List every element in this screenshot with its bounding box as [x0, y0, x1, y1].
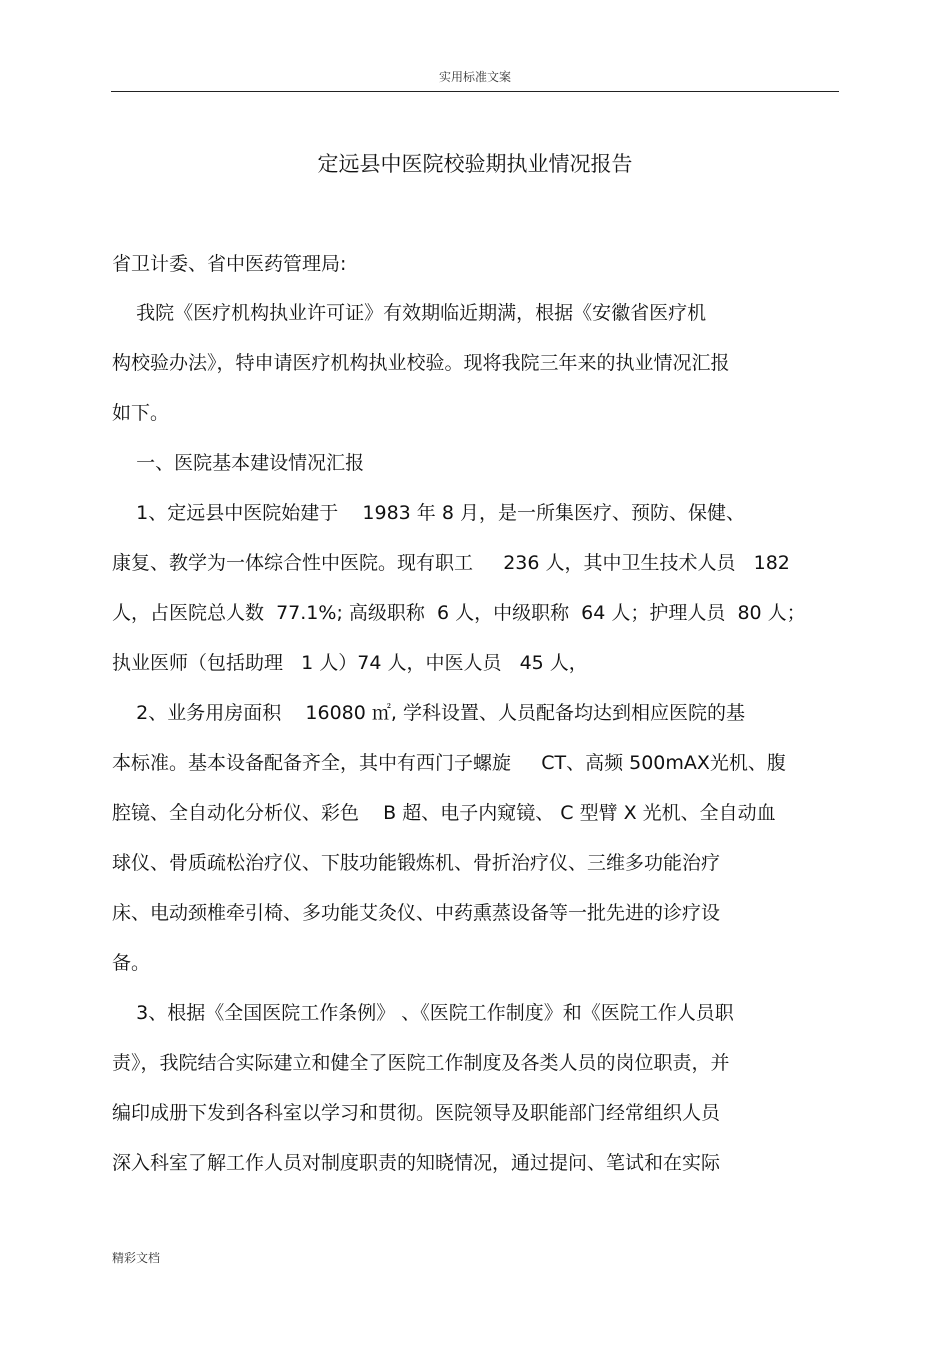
salutation-line: 省卫计委、省中医药管理局: — [112, 253, 347, 275]
body-line: 编印成册下发到各科室以学习和贯彻。医院领导及职能部门经常组织人员 — [112, 1102, 721, 1124]
body-line: 2、业务用房面积 16080 ㎡, 学科设置、人员配备均达到相应医院的基 — [112, 702, 745, 724]
body-line: 康复、教学为一体综合性中医院。现有职工 236 人，其中卫生技术人员 182 — [112, 552, 790, 574]
header-divider — [111, 91, 839, 92]
body-line: 3、根据《全国医院工作条例》 、《医院工作制度》和《医院工作人员职 — [112, 1002, 734, 1024]
body-line: 人，占医院总人数 77.1%; 高级职称 6 人，中级职称 64 人；护理人员 80 人； — [112, 602, 806, 624]
body-line: 执业医师（包括助理 1 人）74 人，中医人员 45 人， — [112, 652, 588, 674]
body-line: 我院《医疗机构执业许可证》有效期临近期满，根据《安徽省医疗机 — [112, 302, 707, 324]
section-heading: 一、医院基本建设情况汇报 — [112, 452, 365, 474]
page-header: 实用标准文案 — [438, 70, 511, 84]
page-footer: 精彩文档 — [112, 1251, 161, 1265]
body-line: 构校验办法》，特申请医疗机构执业校验。现将我院三年来的执业情况汇报 — [112, 352, 730, 374]
body-line: 本标准。基本设备配备齐全，其中有西门子螺旋 CT、高频 500mAX光机、腹 — [112, 752, 786, 774]
body-line: 球仪、骨质疏松治疗仪、下肢功能锻炼机、骨折治疗仪、三维多功能治疗 — [112, 852, 721, 874]
document-title: 定远县中医院校验期执业情况报告 — [317, 152, 633, 176]
body-line: 1、定远县中医院始建于 1983 年 8 月，是一所集医疗、预防、保健、 — [112, 502, 745, 524]
body-line: 深入科室了解工作人员对制度职责的知晓情况，通过提问、笔试和在实际 — [112, 1152, 721, 1174]
body-line: 床、电动颈椎牵引椅、多功能艾灸仪、中药熏蒸设备等一批先进的诊疗设 — [112, 902, 721, 924]
body-line: 如下。 — [112, 402, 170, 424]
body-line: 腔镜、全自动化分析仪、彩色 B 超、电子内窥镜、 C 型臂 X 光机、全自动血 — [112, 802, 776, 824]
body-line: 备。 — [112, 952, 151, 974]
body-line: 责》，我院结合实际建立和健全了医院工作制度及各类人员的岗位职责，并 — [112, 1052, 730, 1074]
